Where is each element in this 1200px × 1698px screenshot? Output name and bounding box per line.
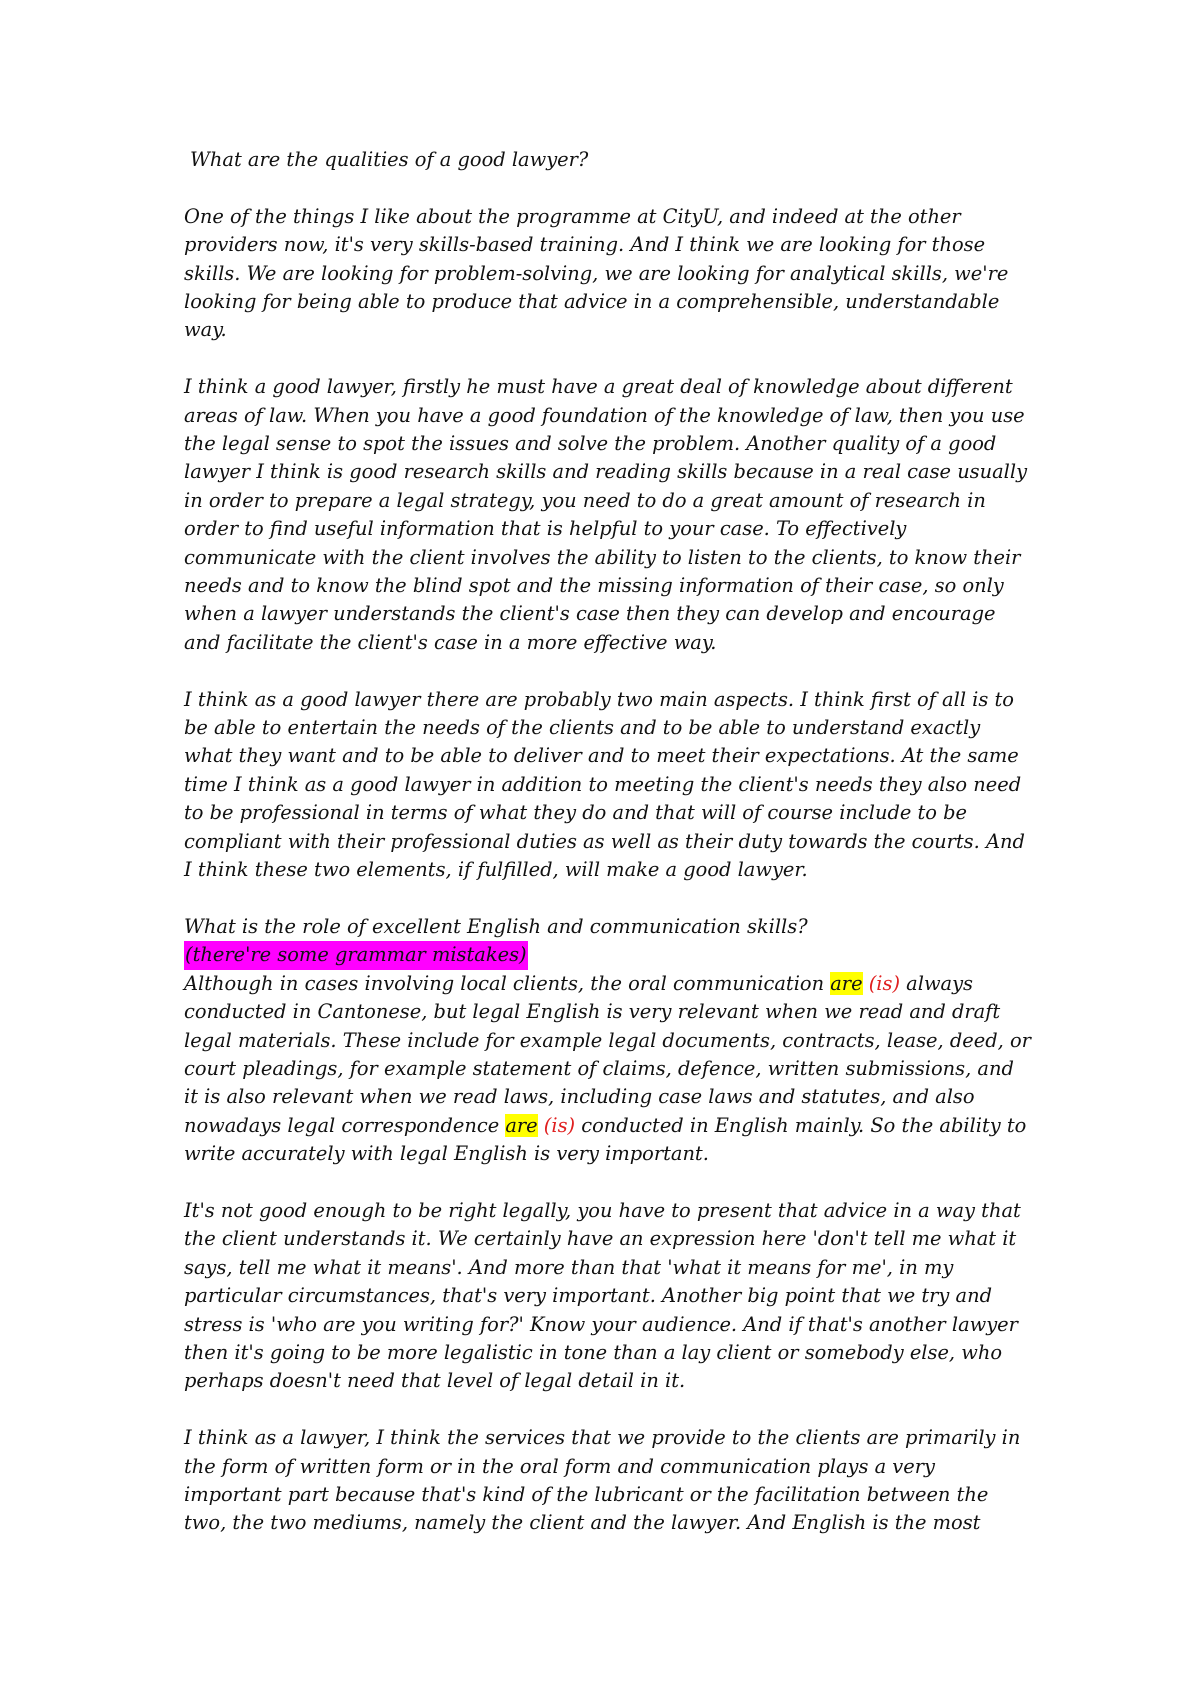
corrected-text-part-1: Although in cases involving local clients, the oral communication	[184, 971, 831, 995]
paragraph-2: I think a good lawyer, firstly he must have a great deal of knowledge about different areas of law. When you have a good foundation of the knowledge of law, then you use the legal sense to spot the issues and solve the problem. Another quality of a good lawyer I think is good research skills and reading skills because in a real case usually in order to prepare a legal strategy, you need to do a great amount of research in order to find useful information that is helpful to your case. To effectively communicate with the client involves the ability to listen to the clients, to know their needs and to know the blind spot and the missing information of their case, so only when a lawyer understands the client's case then they can develop and encourage and facilitate the client's case in a more effective way.	[184, 375, 1028, 654]
corrected-text-part-3: conducted in English mainly. So the ability to write accurately with legal English is very important.	[184, 1113, 1027, 1166]
grammar-mistake-highlight: are	[505, 1113, 538, 1137]
grammar-mistake-highlight: are	[830, 971, 863, 995]
paragraph-1: One of the things I like about the programme at CityU, and indeed at the other providers now, it's very skills-based training. And I think we are looking for those skills. We are looking for problem-solving, we are looking for analytical skills, we're looking for being able to produce that advice in a comprehensible, understandable way.	[184, 204, 1009, 342]
paragraph-6: I think as a lawyer, I think the services that we provide to the clients are primarily in the form of written form or in the oral form and communication plays a very important part because that's kind of the lubricant or the facilitation between the two, the two mediums, namely the client and the lawyer. And English is the most	[184, 1426, 1021, 1535]
grammar-note-line	[184, 941, 1034, 969]
corrected-paragraph	[184, 970, 1034, 1169]
document-page	[184, 146, 1034, 1566]
paragraph-3: I think as a good lawyer there are probably two main aspects. I think first of all is to be able to entertain the needs of the clients and to be able to understand exactly what they want and to be able to deliver and to meet their expectations. At the same time I think as a good lawyer in addition to meeting the client's needs they also need to be professional in terms of what they do and that will of course include to be compliant with their professional duties as well as their duty towards the courts. And I think these two elements, if fulfilled, will make a good lawyer.	[184, 687, 1025, 882]
grammar-note-highlight: (there're some grammar mistakes)	[184, 941, 528, 969]
document-title: What are the qualities of a good lawyer?	[190, 148, 589, 171]
paragraph-5: It's not good enough to be right legally, you have to present that advice in a way that the client understands it. We certainly have an expression here 'don't tell me what it says, tell me what it means'. And more than that 'what it means for me', in my particular circumstances, that's very important. Another big point that we try and stress is 'who are you writing for?' Know your audience. And if that's another lawyer then it's going to be more legalistic in tone than a lay client or somebody else, who perhaps doesn't need that level of legal detail in it.	[184, 1198, 1021, 1393]
grammar-correction: (is)	[537, 1113, 576, 1137]
grammar-correction: (is)	[862, 971, 901, 995]
question-2: What is the role of excellent English and communication skills?	[184, 914, 808, 938]
corrected-text-part-2: always conducted in Cantonese, but legal English is very relevant when we read and draft legal materials. These include for example legal documents, contracts, lease, deed, or court pleadings, for example statement of claims, defence, written submissions, and it is also relevant when we read laws, including case laws and statutes, and also nowadays legal correspondence	[184, 971, 1031, 1137]
